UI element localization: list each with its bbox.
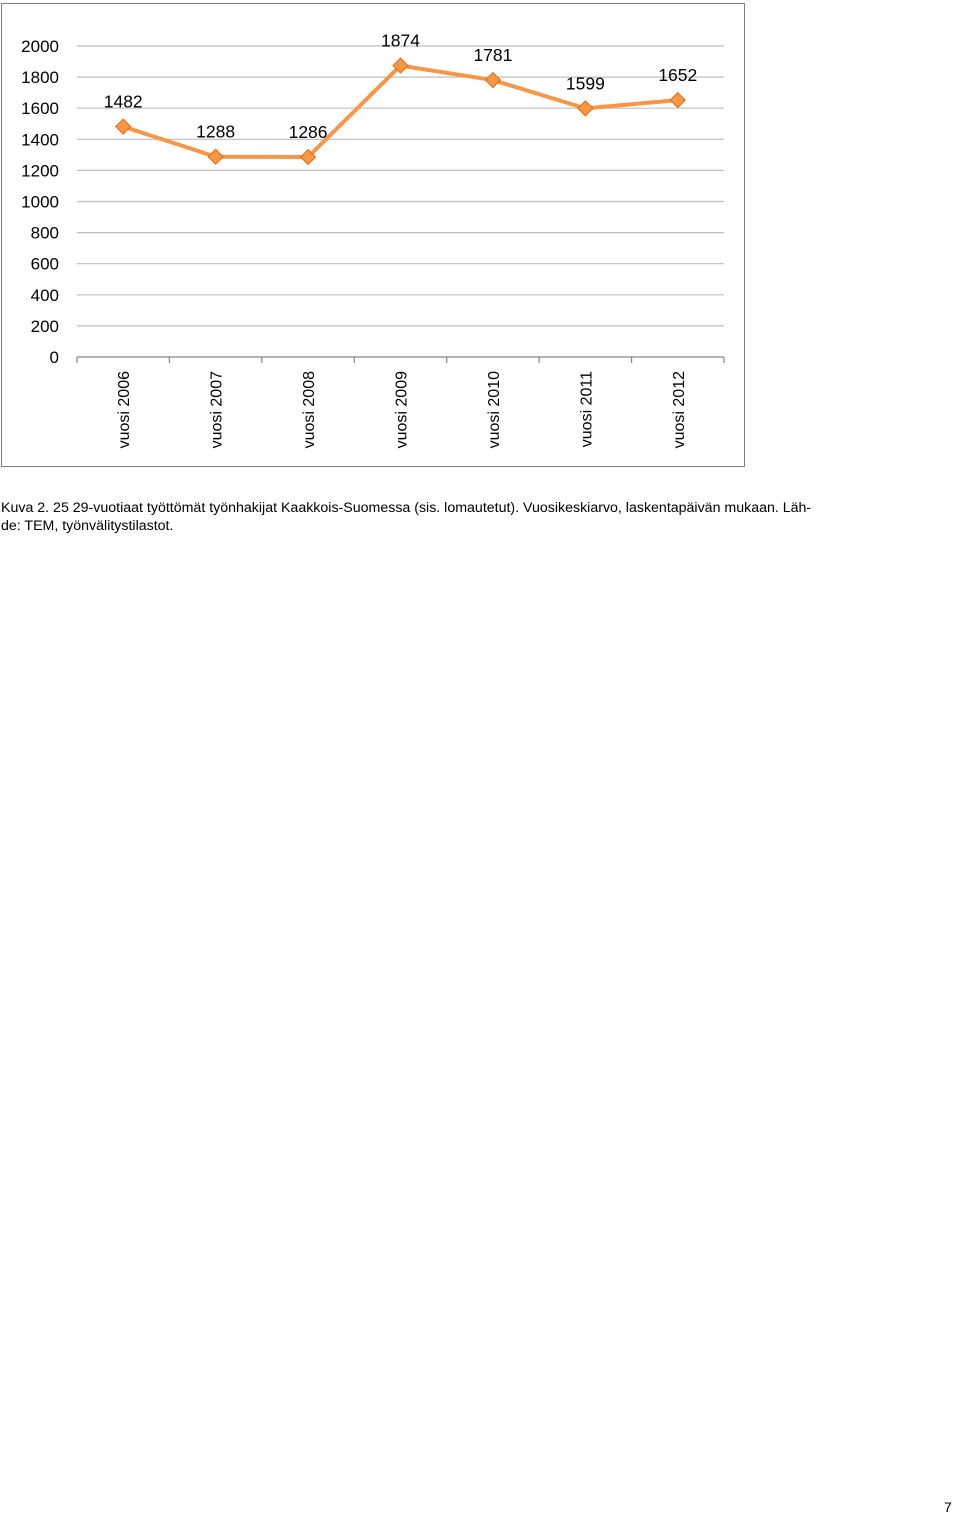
y-tick-label: 1400 — [21, 130, 59, 150]
y-tick-label: 2000 — [21, 37, 59, 56]
y-tick-label: 1600 — [21, 99, 59, 119]
y-tick-label: 600 — [30, 254, 59, 274]
x-tick-label: vuosi 2011 — [578, 371, 596, 448]
data-point-marker — [578, 101, 593, 116]
data-label: 1288 — [196, 121, 236, 142]
y-tick-label: 0 — [49, 348, 59, 367]
data-label: 1599 — [565, 73, 605, 94]
x-tick-label: vuosi 2009 — [393, 371, 411, 449]
line-chart — [2, 4, 746, 468]
y-tick-label: 400 — [30, 285, 59, 305]
data-label: 1482 — [103, 91, 143, 112]
data-label: 1652 — [658, 65, 698, 86]
data-point-marker — [116, 119, 131, 134]
figure-caption — [1, 499, 946, 535]
data-label: 1286 — [288, 122, 328, 143]
x-tick-label: vuosi 2012 — [670, 371, 688, 449]
y-tick-label: 1200 — [21, 161, 59, 181]
y-tick-label: 1000 — [21, 192, 59, 212]
x-tick-label: vuosi 2007 — [208, 371, 226, 449]
chart-frame — [1, 3, 745, 467]
caption-line-2: de: TEM, työnvälitystilastot. — [1, 518, 174, 534]
y-tick-label: 800 — [30, 223, 59, 243]
x-tick-label: vuosi 2008 — [301, 371, 319, 449]
data-point-marker — [670, 93, 685, 108]
data-point-marker — [485, 73, 500, 88]
caption-line-1: Kuva 2. 25 29-vuotiaat työttömät työnhakijat Kaakkois-Suomessa (sis. lomautetut). Vuosikeskiarvo, laskentapäivän mukaan. Läh- — [1, 500, 812, 516]
x-tick-label: vuosi 2006 — [116, 371, 134, 449]
x-tick-label: vuosi 2010 — [485, 371, 503, 449]
data-label: 1874 — [381, 30, 420, 51]
y-tick-label: 200 — [30, 316, 59, 336]
y-tick-label: 1800 — [21, 68, 59, 88]
page-number: 7 — [944, 1499, 952, 1515]
data-point-marker — [208, 149, 223, 164]
data-label: 1781 — [473, 45, 513, 66]
